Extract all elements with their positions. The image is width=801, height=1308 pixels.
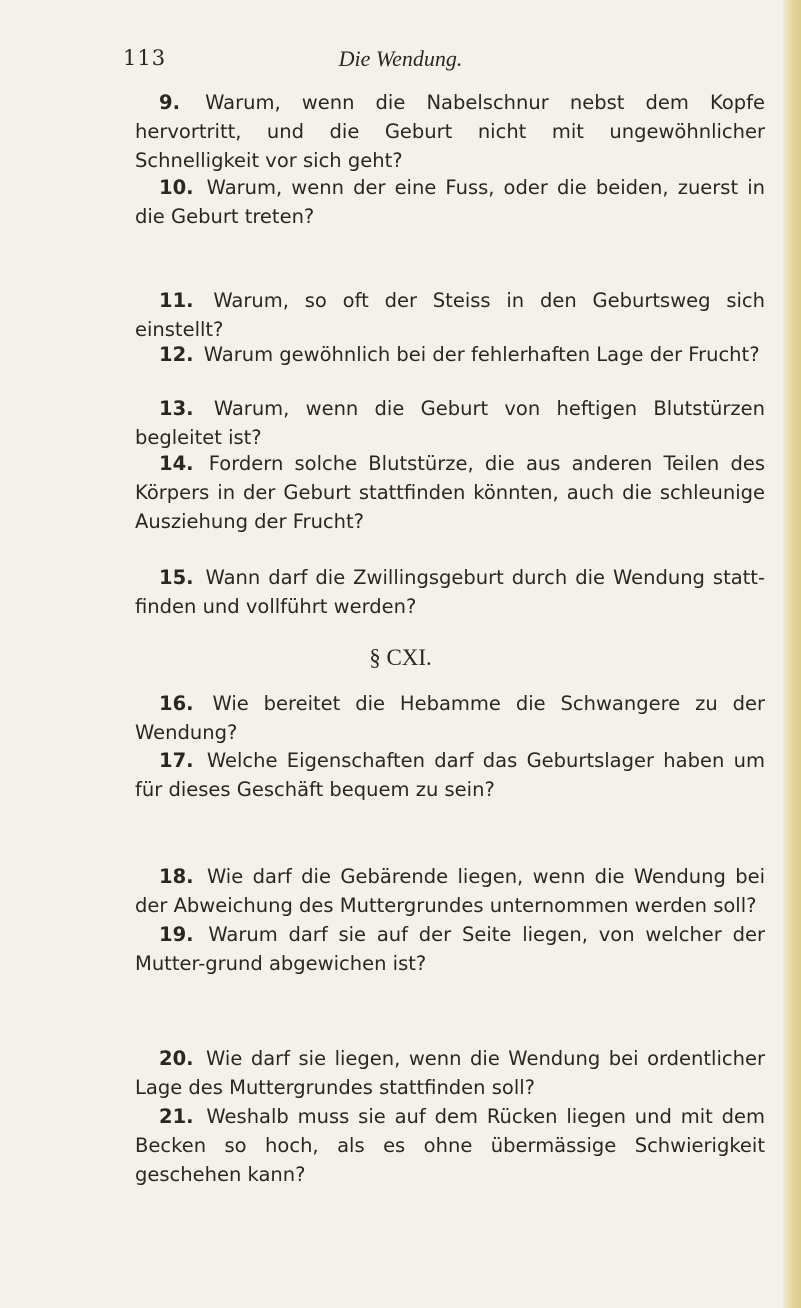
question-text: Weshalb muss sie auf dem Rücken liegen und mit dem Becken so hoch, als es ohne übermässige Schwierigkeit geschehen kann?: [135, 1105, 766, 1186]
question-text: Warum gewöhnlich bei der fehlerhaften Lage der Frucht?: [203, 343, 760, 366]
question-10: [135, 173, 765, 231]
question-20: [135, 1044, 765, 1102]
question-text: Warum, so oft der Steiss in den Geburtsweg sich einstellt?: [135, 289, 765, 341]
question-text: Warum, wenn der eine Fuss, oder die beiden, zuerst in die Geburt treten?: [135, 176, 765, 228]
question-text: Wie darf die Gebärende liegen, wenn die Wendung bei der Abweichung des Muttergrundes unternommen werden soll?: [135, 865, 766, 917]
question-number: 16.: [159, 692, 194, 715]
question-number: 10.: [159, 176, 194, 199]
question-16: [135, 689, 765, 747]
question-text: Warum, wenn die Nabelschnur nebst dem Kopfe hervortritt, und die Geburt nicht mit ungewöhnlicher Schnelligkeit vor sich geht?: [135, 91, 765, 172]
question-number: 19.: [159, 923, 194, 946]
question-9: [135, 88, 765, 175]
question-13: [135, 394, 765, 452]
question-number: 21.: [159, 1105, 194, 1128]
question-number: 20.: [159, 1047, 194, 1070]
question-18: [135, 862, 765, 920]
question-19: [135, 920, 765, 978]
question-21: [135, 1102, 765, 1189]
question-15: [135, 563, 765, 621]
question-number: 12.: [159, 343, 194, 366]
question-number: 14.: [159, 452, 194, 475]
question-text: Warum, wenn die Geburt von heftigen Blutstürzen begleitet ist?: [135, 397, 765, 449]
question-11: [135, 286, 765, 344]
question-12: [135, 340, 765, 369]
section-heading: § CXI.: [369, 645, 432, 670]
question-17: [135, 746, 765, 804]
question-text: Wie bereitet die Hebamme die Schwangere zu der Wendung?: [135, 692, 766, 744]
question-number: 13.: [159, 397, 194, 420]
question-text: Fordern solche Blutstürze, die aus anderen Teilen des Körpers in der Geburt stattfinden könnten, auch die schleunige Ausziehung der Frucht?: [135, 452, 765, 533]
question-number: 17.: [159, 749, 194, 772]
question-number: 9.: [159, 91, 180, 114]
page-number: 113: [123, 46, 167, 70]
page-header: [0, 46, 801, 76]
running-head: Die Wendung.: [338, 46, 463, 71]
question-number: 18.: [159, 865, 194, 888]
question-text: Wie darf sie liegen, wenn die Wendung bei ordentlicher Lage des Muttergrundes stattfinden soll?: [135, 1047, 765, 1099]
question-text: Wann darf die Zwillingsgeburt durch die Wendung statt-finden und vollführt werden?: [135, 566, 765, 618]
question-number: 15.: [159, 566, 194, 589]
question-text: Welche Eigenschaften darf das Geburtslager haben um für dieses Geschäft bequem zu sein?: [135, 749, 766, 801]
question-text: Warum darf sie auf der Seite liegen, von welcher der Mutter-grund abgewichen ist?: [135, 923, 766, 975]
question-number: 11.: [159, 289, 194, 312]
question-14: [135, 449, 765, 536]
